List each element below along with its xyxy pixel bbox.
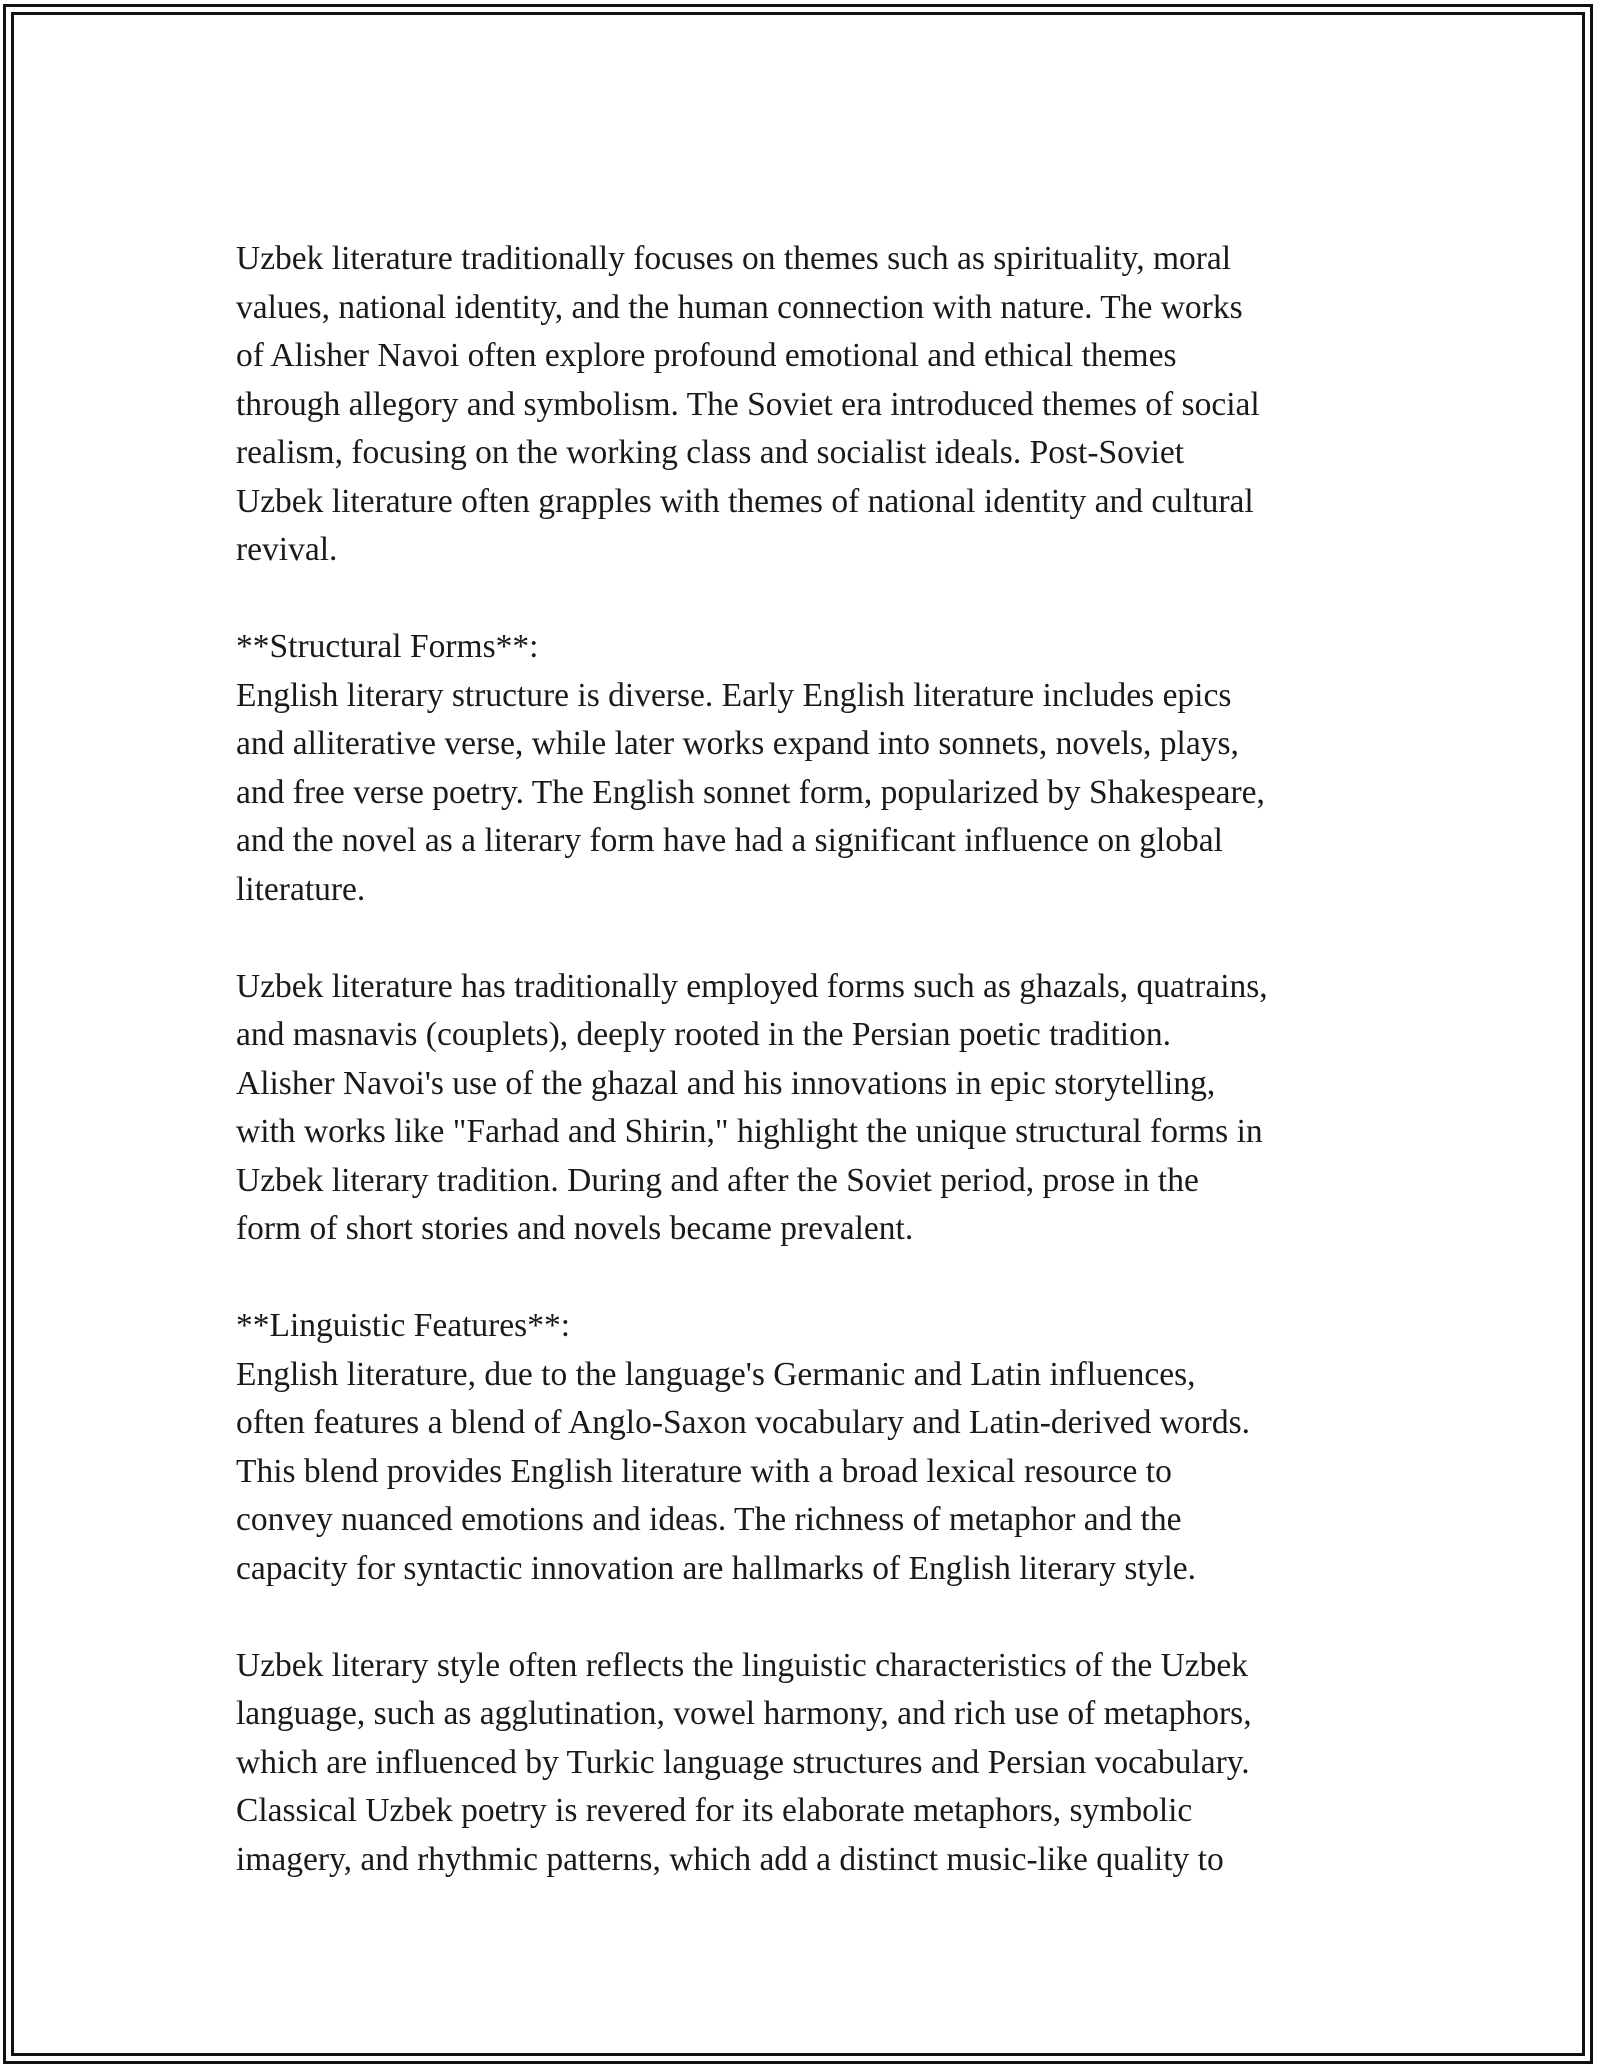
paragraph-english-linguistic [236,1351,1396,1594]
text-line: literature. [236,870,366,908]
text-line: capacity for syntactic innovation are hallmarks of English literary style. [236,1549,1197,1587]
heading-linguistic-features [236,1302,1396,1351]
text-line: imagery, and rhythmic patterns, which add a distinct music-like quality to [236,1840,1224,1878]
text-line: values, national identity, and the human connection with nature. The works [236,288,1243,326]
text-line: Alisher Navoi's use of the ghazal and his innovations in epic storytelling, [236,1064,1216,1102]
text-line: convey nuanced emotions and ideas. The richness of metaphor and the [236,1501,1182,1538]
text-line: realism, focusing on the working class and socialist ideals. Post-Soviet [236,434,1185,471]
text-line: through allegory and symbolism. The Soviet era introduced themes of social [236,385,1260,423]
text-line: which are influenced by Turkic language structures and Persian vocabulary. [236,1743,1250,1781]
text-line: Uzbek literature often grapples with themes of national identity and cultural [236,482,1254,520]
text-line: and masnavis (couplets), deeply rooted in the Persian poetic tradition. [236,1016,1171,1053]
text-line: English literary structure is diverse. Early English literature includes epics [236,676,1232,714]
text-line: revival. [236,531,338,568]
document-body [236,235,1396,1933]
text-line: with works like "Farhad and Shirin," highlight the unique structural forms in [236,1113,1263,1150]
text-line: and free verse poetry. The English sonnet form, popularized by Shakespeare, [236,773,1265,811]
text-line: and alliterative verse, while later works expand into sonnets, novels, plays, [236,725,1239,762]
text-line: This blend provides English literature with a broad lexical resource to [236,1452,1172,1490]
text-line: and the novel as a literary form have had a significant influence on global [236,822,1223,859]
text-line: Uzbek literature has traditionally employed forms such as ghazals, quatrains, [236,967,1268,1005]
heading-text: **Linguistic Features**: [236,1307,571,1344]
paragraph-uzbek-themes [236,235,1396,575]
text-line: English literature, due to the language's Germanic and Latin influences, [236,1355,1196,1393]
paragraph-uzbek-structure [236,963,1396,1254]
heading-text: **Structural Forms**: [236,628,539,665]
text-line: often features a blend of Anglo-Saxon vocabulary and Latin-derived words. [236,1404,1250,1441]
text-line: Classical Uzbek poetry is revered for its elaborate metaphors, symbolic [236,1792,1193,1829]
heading-structural-forms [236,623,1396,672]
text-line: language, such as agglutination, vowel harmony, and rich use of metaphors, [236,1695,1252,1732]
text-line: Uzbek literary tradition. During and after the Soviet period, prose in the [236,1161,1199,1199]
text-line: Uzbek literary style often reflects the linguistic characteristics of the Uzbek [236,1646,1249,1684]
text-line: Uzbek literature traditionally focuses on themes such as spirituality, moral [236,240,1232,277]
paragraph-english-structure [236,672,1396,915]
text-line: of Alisher Navoi often explore profound emotional and ethical themes [236,337,1177,374]
paragraph-uzbek-linguistic [236,1642,1396,1885]
text-line: form of short stories and novels became prevalent. [236,1210,914,1247]
